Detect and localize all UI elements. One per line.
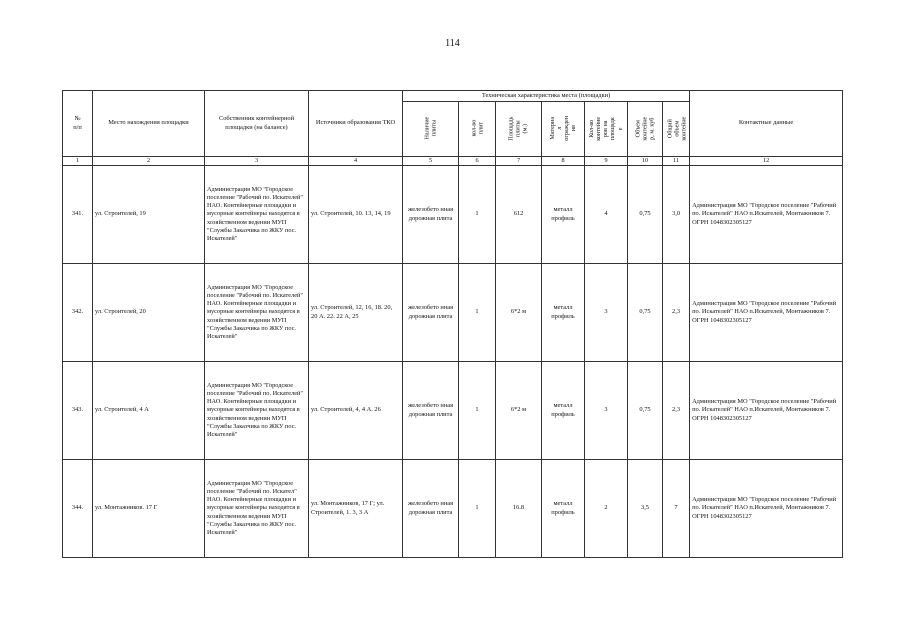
column-number: 12 [690, 157, 843, 166]
row-sources: ул. Строителей, 12, 16, 18. 20, 20 А. 22. 22 А, 25 [309, 264, 403, 362]
container-sites-table [62, 90, 843, 558]
row-containers: 3 [585, 264, 628, 362]
header-plate-count [459, 102, 496, 157]
row-volume: 0,75 [628, 166, 663, 264]
column-number: 11 [663, 157, 690, 166]
row-containers: 3 [585, 362, 628, 460]
row-volume: 0,75 [628, 264, 663, 362]
table-row [63, 362, 843, 460]
header-plate-area-line: (м.) [522, 123, 530, 134]
row-plate-type: железобето нная дорожная плита [403, 362, 459, 460]
header-num-line2: п/п [73, 123, 82, 131]
row-contacts: Администрация МО "Городское поселение "Рабочий по. Искателей" НАО п.Искателей, Монтажников 7. ОГРН 1048302305127 [690, 460, 843, 558]
header-num-line1: № [74, 115, 81, 123]
row-volume: 0,75 [628, 362, 663, 460]
column-number: 6 [459, 157, 496, 166]
header-fence [542, 102, 585, 157]
table-row [63, 264, 843, 362]
row-plate-area: 16.8 [496, 460, 542, 558]
row-total-volume: 3,0 [663, 166, 690, 264]
row-sources: ул. Строителей, 10. 13, 14, 19 [309, 166, 403, 264]
row-plate-type: железобето нная дорожная плита [403, 460, 459, 558]
header-row-1 [63, 91, 843, 102]
header-tech-group: Техническая характеристика места (площадки) [403, 91, 690, 102]
header-plate-count-line: кол-во [469, 120, 477, 137]
row-location: ул. Строителей, 20 [93, 264, 205, 362]
row-location: ул. Монтажников. 17 Г [93, 460, 205, 558]
header-plates [403, 102, 459, 157]
header-volume [628, 102, 663, 157]
column-number: 10 [628, 157, 663, 166]
column-number: 1 [63, 157, 93, 166]
header-total-volume-line: объем [673, 120, 681, 137]
row-fence: металл профиль [542, 166, 585, 264]
column-number: 5 [403, 157, 459, 166]
row-fence: металл профиль [542, 362, 585, 460]
row-plate-type: железобето нная дорожная плита [403, 264, 459, 362]
header-plate-count-line: плит [476, 122, 484, 135]
row-total-volume: 2,3 [663, 264, 690, 362]
table-row [63, 166, 843, 264]
header-volume-line: Объем [634, 119, 642, 138]
header-plates-line: плиты [430, 120, 438, 137]
row-total-volume: 2,3 [663, 362, 690, 460]
row-total-volume: 7 [663, 460, 690, 558]
row-location: ул. Строителей, 4 А [93, 362, 205, 460]
header-plate-area-line: Площадь [507, 116, 515, 141]
header-containers-line: е [616, 127, 624, 130]
header-owner: Собственник контейнерной площадки (на балансе) [205, 91, 309, 157]
row-plate-count: 1 [459, 264, 496, 362]
row-owner: Администрация МО "Городское поселение "Рабочий по. Искателей" НАО. Контейнерные площадки и мусорные контейнеры находятся в хозяйственном ведении МУП "Службы Заказчика по ЖКУ пос. Искателей" [205, 362, 309, 460]
row-number: 341. [63, 166, 93, 264]
header-containers-line: площадк [609, 116, 617, 141]
row-containers: 4 [585, 166, 628, 264]
row-owner: Администрация МО "Городское поселение "Рабочий по. Искателей" НАО. Контейнерные площадки и мусорные контейнеры находятся в хозяйственном ведении МУП "Службы Заказчика по ЖКУ пос. Искателей" [205, 264, 309, 362]
row-plate-area: 6*2 м [496, 362, 542, 460]
row-sources: ул. Монтажников, 17 Г; ул. Строителей, 1. 3, 3 А [309, 460, 403, 558]
header-containers-line: ров на [602, 120, 610, 137]
row-owner: Администрация МО "Городское поселение "Рабочий по. Искателей" НАО. Контейнерные площадки и мусорные контейнеры находятся в хозяйственном ведении МУП "Службы Заказчика по ЖКУ пос. Искателей" [205, 166, 309, 264]
header-fence-line: ия [570, 125, 578, 132]
header-fence-line: Материа [548, 117, 556, 140]
header-containers-line: контейне [595, 116, 603, 141]
header-plate-area [496, 102, 542, 157]
row-plate-count: 1 [459, 166, 496, 264]
header-sources: Источники образования ТКО [309, 91, 403, 157]
row-number: 342. [63, 264, 93, 362]
header-total-volume-line: Общий [666, 118, 674, 138]
header-fence-line: огражден [562, 115, 570, 141]
row-number: 343. [63, 362, 93, 460]
column-number: 2 [93, 157, 205, 166]
row-contacts: Администрация МО "Городское поселение "Рабочий по. Искателей" НАО п.Искателей, Монтажников 7. ОГРН 1048302305127 [690, 166, 843, 264]
header-plate-area-line: плиты [514, 120, 522, 137]
header-location: Место нахождения площадки [93, 91, 205, 157]
column-number: 9 [585, 157, 628, 166]
header-fence-line: л [555, 126, 563, 131]
header-volume-line: р, м. куб [648, 117, 656, 140]
header-num [63, 91, 93, 157]
row-plate-count: 1 [459, 460, 496, 558]
page-number: 114 [445, 38, 460, 49]
row-owner: Администрация МО "Городское поселение "Рабочий по. Искател" НАО. Контейнерные площадки и мусорные контейнеры находятся в хозяйственном ведении МУП "Службы Заказчика по ЖКУ пос. Искателей" [205, 460, 309, 558]
row-plate-area: 612 [496, 166, 542, 264]
header-total-volume [663, 102, 690, 157]
row-containers: 2 [585, 460, 628, 558]
header-containers-line: Кол-во [588, 119, 596, 138]
table-row [63, 460, 843, 558]
row-number: 344. [63, 460, 93, 558]
column-number: 7 [496, 157, 542, 166]
row-plate-count: 1 [459, 362, 496, 460]
row-plate-area: 6*2 м [496, 264, 542, 362]
column-number: 3 [205, 157, 309, 166]
row-contacts: Администрация МО "Городское поселение "Рабочий по. Искателей" НАО п.Искателей, Монтажников 7. ОГРН 1048302305127 [690, 362, 843, 460]
column-number: 4 [309, 157, 403, 166]
header-containers [585, 102, 628, 157]
header-plates-line: Наличие [423, 117, 431, 140]
row-plate-type: железобето нная дорожная плита [403, 166, 459, 264]
row-fence: металл профиль [542, 460, 585, 558]
header-total-volume-line: контейне [680, 116, 688, 141]
row-fence: металл профиль [542, 264, 585, 362]
column-number-row [63, 157, 843, 166]
header-contacts: Контактные данные [690, 91, 843, 157]
column-number: 8 [542, 157, 585, 166]
row-sources: ул. Строителей, 4, 4 А. 26 [309, 362, 403, 460]
row-location: ул. Строителей, 19 [93, 166, 205, 264]
row-contacts: Администрация МО "Городское поселение "Рабочий по. Искателей" НАО п.Искателей, Монтажников 7. ОГРН 1048302305127 [690, 264, 843, 362]
header-volume-line: контейне [641, 116, 649, 141]
row-volume: 3,5 [628, 460, 663, 558]
